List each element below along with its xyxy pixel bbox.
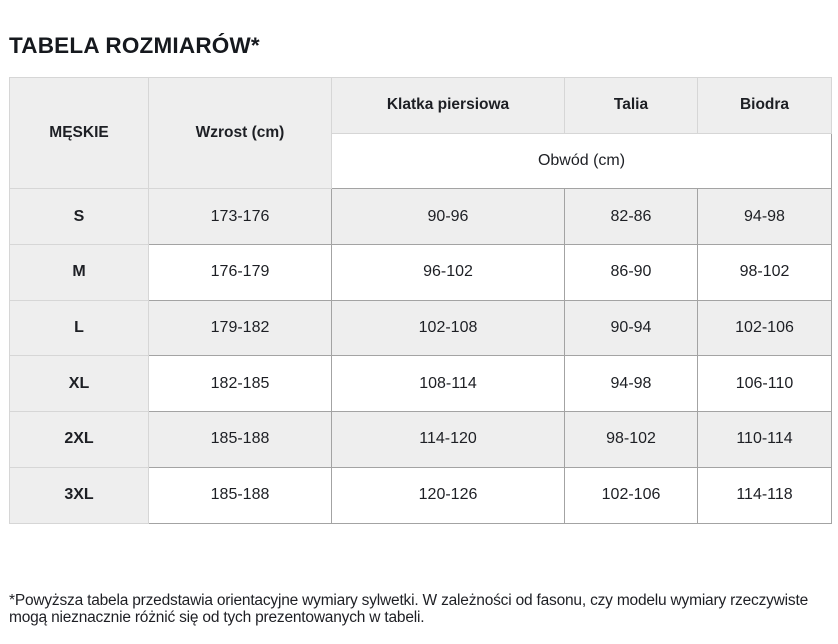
header-row: [10, 78, 832, 134]
size-cell: 3XL: [10, 467, 149, 523]
waist-cell: 90-94: [565, 300, 698, 356]
hips-cell: 102-106: [698, 300, 832, 356]
table-row: [10, 356, 832, 412]
height-cell: 185-188: [149, 467, 332, 523]
header-chest: Klatka piersiowa: [332, 78, 565, 134]
height-cell: 176-179: [149, 245, 332, 301]
table-row: [10, 412, 832, 468]
height-cell: 173-176: [149, 189, 332, 245]
page-title: TABELA ROZMIARÓW*: [9, 33, 260, 58]
table-row: [10, 189, 832, 245]
hips-cell: 110-114: [698, 412, 832, 468]
chest-cell: 102-108: [332, 300, 565, 356]
size-cell: S: [10, 189, 149, 245]
waist-cell: 98-102: [565, 412, 698, 468]
hips-cell: 106-110: [698, 356, 832, 412]
chest-cell: 114-120: [332, 412, 565, 468]
waist-cell: 82-86: [565, 189, 698, 245]
chest-cell: 90-96: [332, 189, 565, 245]
size-cell: L: [10, 300, 149, 356]
waist-cell: 102-106: [565, 467, 698, 523]
size-cell: M: [10, 245, 149, 301]
footnote: *Powyższa tabela przedstawia orientacyjne wymiary sylwetki. W zależności od fasonu, czy modelu wymiary rzeczywiste mogą nieznacznie różnić się od tych prezentowanych w tabeli.: [9, 592, 808, 626]
waist-cell: 86-90: [565, 245, 698, 301]
hips-cell: 98-102: [698, 245, 832, 301]
size-cell: XL: [10, 356, 149, 412]
header-height: Wzrost (cm): [149, 78, 332, 189]
hips-cell: 114-118: [698, 467, 832, 523]
header-hips: Biodra: [698, 78, 832, 134]
table-row: [10, 467, 832, 523]
header-size: MĘSKIE: [10, 78, 149, 189]
hips-cell: 94-98: [698, 189, 832, 245]
chest-cell: 96-102: [332, 245, 565, 301]
chest-cell: 108-114: [332, 356, 565, 412]
table-row: [10, 245, 832, 301]
table-row: [10, 300, 832, 356]
circumference-label: Obwód (cm): [332, 133, 832, 189]
height-cell: 182-185: [149, 356, 332, 412]
header-waist: Talia: [565, 78, 698, 134]
height-cell: 185-188: [149, 412, 332, 468]
height-cell: 179-182: [149, 300, 332, 356]
size-table: [9, 77, 832, 524]
chest-cell: 120-126: [332, 467, 565, 523]
waist-cell: 94-98: [565, 356, 698, 412]
size-cell: 2XL: [10, 412, 149, 468]
